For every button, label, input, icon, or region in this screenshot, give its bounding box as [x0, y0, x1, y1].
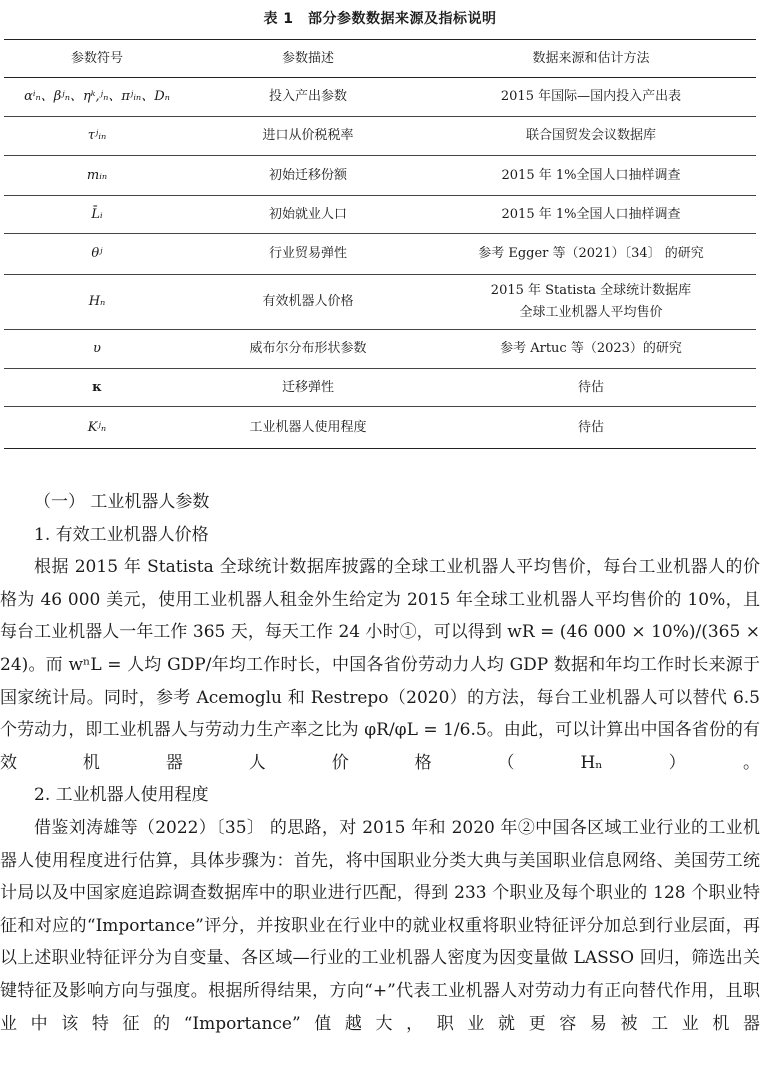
- row-description: 初始迁移份额: [190, 156, 426, 196]
- subsection-title-1: 1. 有效工业机器人价格: [34, 524, 209, 545]
- table-row: [4, 117, 756, 156]
- table-row: [4, 196, 756, 234]
- table-row: [4, 275, 756, 330]
- row-source: 参考 Egger 等（2021）〔34〕 的研究: [426, 234, 756, 275]
- row-source: 参考 Artuc 等（2023）的研究: [426, 330, 756, 369]
- table-header-row: [4, 40, 756, 78]
- row-description: 工业机器人使用程度: [190, 407, 426, 449]
- row-symbol: L̄ᵢ: [4, 196, 190, 234]
- section-title: （一） 工业机器人参数: [34, 492, 210, 512]
- table-row: [4, 234, 756, 275]
- table-row: [4, 369, 756, 407]
- table-row: [4, 156, 756, 196]
- row-source: 2015 年 Statista 全球统计数据库 全球工业机器人平均售价: [426, 275, 756, 330]
- row-symbol: Kʲₙ: [4, 407, 190, 449]
- row-symbol: Hₙ: [4, 275, 190, 330]
- header-description: 参数描述: [190, 40, 426, 78]
- row-description: 初始就业人口: [190, 196, 426, 234]
- row-symbol: υ: [4, 330, 190, 369]
- table-row: [4, 407, 756, 449]
- row-description: 进口从价税税率: [190, 117, 426, 156]
- row-description: 威布尔分布形状参数: [190, 330, 426, 369]
- paragraph-1: 根据 2015 年 Statista 全球统计数据库披露的全球工业机器人平均售价，每台工业机器人的价格为 46 000 美元，使用工业机器人租金外生给定为 2015 年全球工业机器人平均售价的 10%，且每台工业机器人一年工作 365 天，每天工作 24 小时①，可以得到 wR = (46 000 × 10%)/(365 × 24)。而 wⁿL = 人均 GDP/年均工作时长，中国各省份劳动力人均 GDP 数据和年均工作时长来源于国家统计局。同时，参考 Acemoglu 和 Restrepo（2020）的方法，每台工业机器人可以替代 6.5 个劳动力，即工业机器人与劳动力生产率之比为 φR/φL = 1/6.5。由此，可以计算出中国各省份的有效机器人价格（Hₙ）。: [0, 557, 760, 773]
- table-row: [4, 330, 756, 369]
- row-source: 2015 年 1%全国人口抽样调查: [426, 156, 756, 196]
- row-description: 有效机器人价格: [190, 275, 426, 330]
- row-description: 迁移弹性: [190, 369, 426, 407]
- subsection-title-2: 2. 工业机器人使用程度: [34, 785, 209, 806]
- row-source: 联合国贸发会议数据库: [426, 117, 756, 156]
- row-symbol: mᵢₙ: [4, 156, 190, 196]
- header-symbol: 参数符号: [4, 40, 190, 78]
- row-description: 行业贸易弹性: [190, 234, 426, 275]
- row-symbol: θʲ: [4, 234, 190, 275]
- row-source: 待估: [426, 369, 756, 407]
- table-caption: 表 1 部分参数数据来源及指标说明: [263, 11, 497, 27]
- row-symbol: κ: [4, 369, 190, 407]
- row-source: 待估: [426, 407, 756, 449]
- row-description: 投入产出参数: [190, 78, 426, 117]
- paragraph-2: 借鉴刘涛雄等（2022）〔35〕 的思路，对 2015 年和 2020 年②中国各区域工业行业的工业机器人使用程度进行估算，具体步骤为：首先，将中国职业分类大典与美国职业信息网络、美国劳工统计局以及中国家庭追踪调查数据库中的职业进行匹配，得到 233 个职业及每个职业的 128 个职业特征和对应的“Importance”评分，并按职业在行业中的就业权重将职业特征评分加总到行业层面，再以上述职业特征评分为自变量、各区域—行业的工业机器人密度为因变量做 LASSO 回归，筛选出关键特征及影响方向与强度。根据所得结果，方向“+”代表工业机器人对劳动力有正向替代作用，且职业中该特征的“Importance”值越大，职业就更容易被工业机器: [0, 817, 760, 1034]
- row-symbol: τʲᵢₙ: [4, 117, 190, 156]
- body-text: [0, 486, 760, 1040]
- row-source: 2015 年国际—国内投入产出表: [426, 78, 756, 117]
- header-source: 数据来源和估计方法: [426, 40, 756, 78]
- parameter-table: [4, 39, 756, 449]
- row-source: 2015 年 1%全国人口抽样调查: [426, 196, 756, 234]
- row-symbol: αⁱₙ、βʲₙ、ηᵏ,ʲₙ、πʲᵢₙ、Dₙ: [4, 78, 190, 117]
- table-row: [4, 78, 756, 117]
